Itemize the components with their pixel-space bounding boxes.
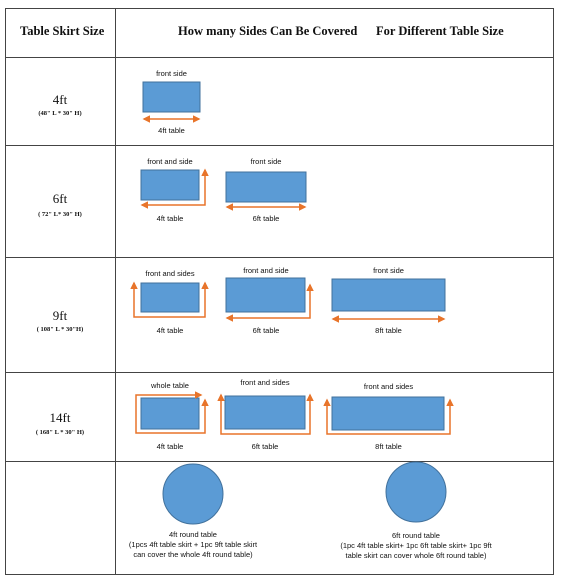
size-label-4ft: 4ft xyxy=(52,92,68,107)
table-top-label: whole table xyxy=(151,381,189,390)
table-rect-6ft-row4 xyxy=(225,396,305,429)
table-top-label: front and sides xyxy=(363,382,414,391)
table-top-label: front and side xyxy=(243,266,289,275)
table-bottom-label: 6ft table xyxy=(252,214,280,223)
table-top-label: front side xyxy=(373,266,404,275)
table-rect-6ft-row2 xyxy=(226,172,306,202)
size-dims-9ft: ( 108" L * 30"H) xyxy=(36,326,84,333)
table-top-label: front side xyxy=(250,157,282,166)
header-table-skirt-size: Table Skirt Size xyxy=(20,24,105,38)
header-coverage-part2: For Different Table Size xyxy=(376,24,504,38)
table-rect-8ft-row3 xyxy=(332,279,445,311)
table-bottom-label: 4ft table xyxy=(156,214,184,223)
size-dims-6ft: ( 72" L* 30" H) xyxy=(38,211,82,218)
round-table-note-6ft-line2: table skirt can cover whole 6ft round table) xyxy=(345,551,487,560)
table-bottom-label: 8ft table xyxy=(375,326,402,335)
table-top-label: front and sides xyxy=(240,378,290,387)
table-rect-4ft-row1 xyxy=(143,82,200,112)
table-rect-8ft-row4 xyxy=(332,397,444,430)
table-rect-6ft-row3 xyxy=(226,278,305,312)
size-dims-14ft: ( 168" L * 30" H) xyxy=(35,429,85,436)
table-bottom-label: 6ft table xyxy=(251,442,279,451)
header-coverage-part1: How many Sides Can Be Covered xyxy=(178,24,358,38)
table-bottom-label: 4ft table xyxy=(156,442,184,451)
table-rect-4ft-row3 xyxy=(141,283,199,312)
round-table-note-6ft-line1: (1pc 4ft table skirt+ 1pc 6ft table skirt+ 1pc 9ft xyxy=(340,541,492,550)
size-dims-4ft: (48" L * 30" H) xyxy=(38,110,82,117)
table-top-label: front and sides xyxy=(145,269,195,278)
table-top-label: front side xyxy=(156,69,187,78)
table-bottom-label: 4ft table xyxy=(158,126,185,135)
round-table-title-6ft: 6ft round table xyxy=(392,531,440,540)
round-table-title-4ft: 4ft round table xyxy=(169,530,217,539)
table-rect-4ft-row2 xyxy=(141,170,199,200)
table-rect-4ft-row4 xyxy=(141,398,199,429)
size-label-14ft: 14ft xyxy=(49,410,71,425)
table-bottom-label: 4ft table xyxy=(156,326,184,335)
size-label-9ft: 9ft xyxy=(52,308,68,323)
size-label-6ft: 6ft xyxy=(52,191,68,206)
round-table-note-4ft-line1: (1pcs 4ft table skirt + 1pc 9ft table skirt xyxy=(128,540,258,549)
table-top-label: front and side xyxy=(147,157,193,166)
round-table-circle-4ft xyxy=(163,464,223,524)
round-table-note-4ft-line2: can cover the whole 4ft round table) xyxy=(133,550,253,559)
round-table-circle-6ft xyxy=(386,462,446,522)
table-bottom-label: 8ft table xyxy=(375,442,402,451)
table-bottom-label: 6ft table xyxy=(252,326,280,335)
